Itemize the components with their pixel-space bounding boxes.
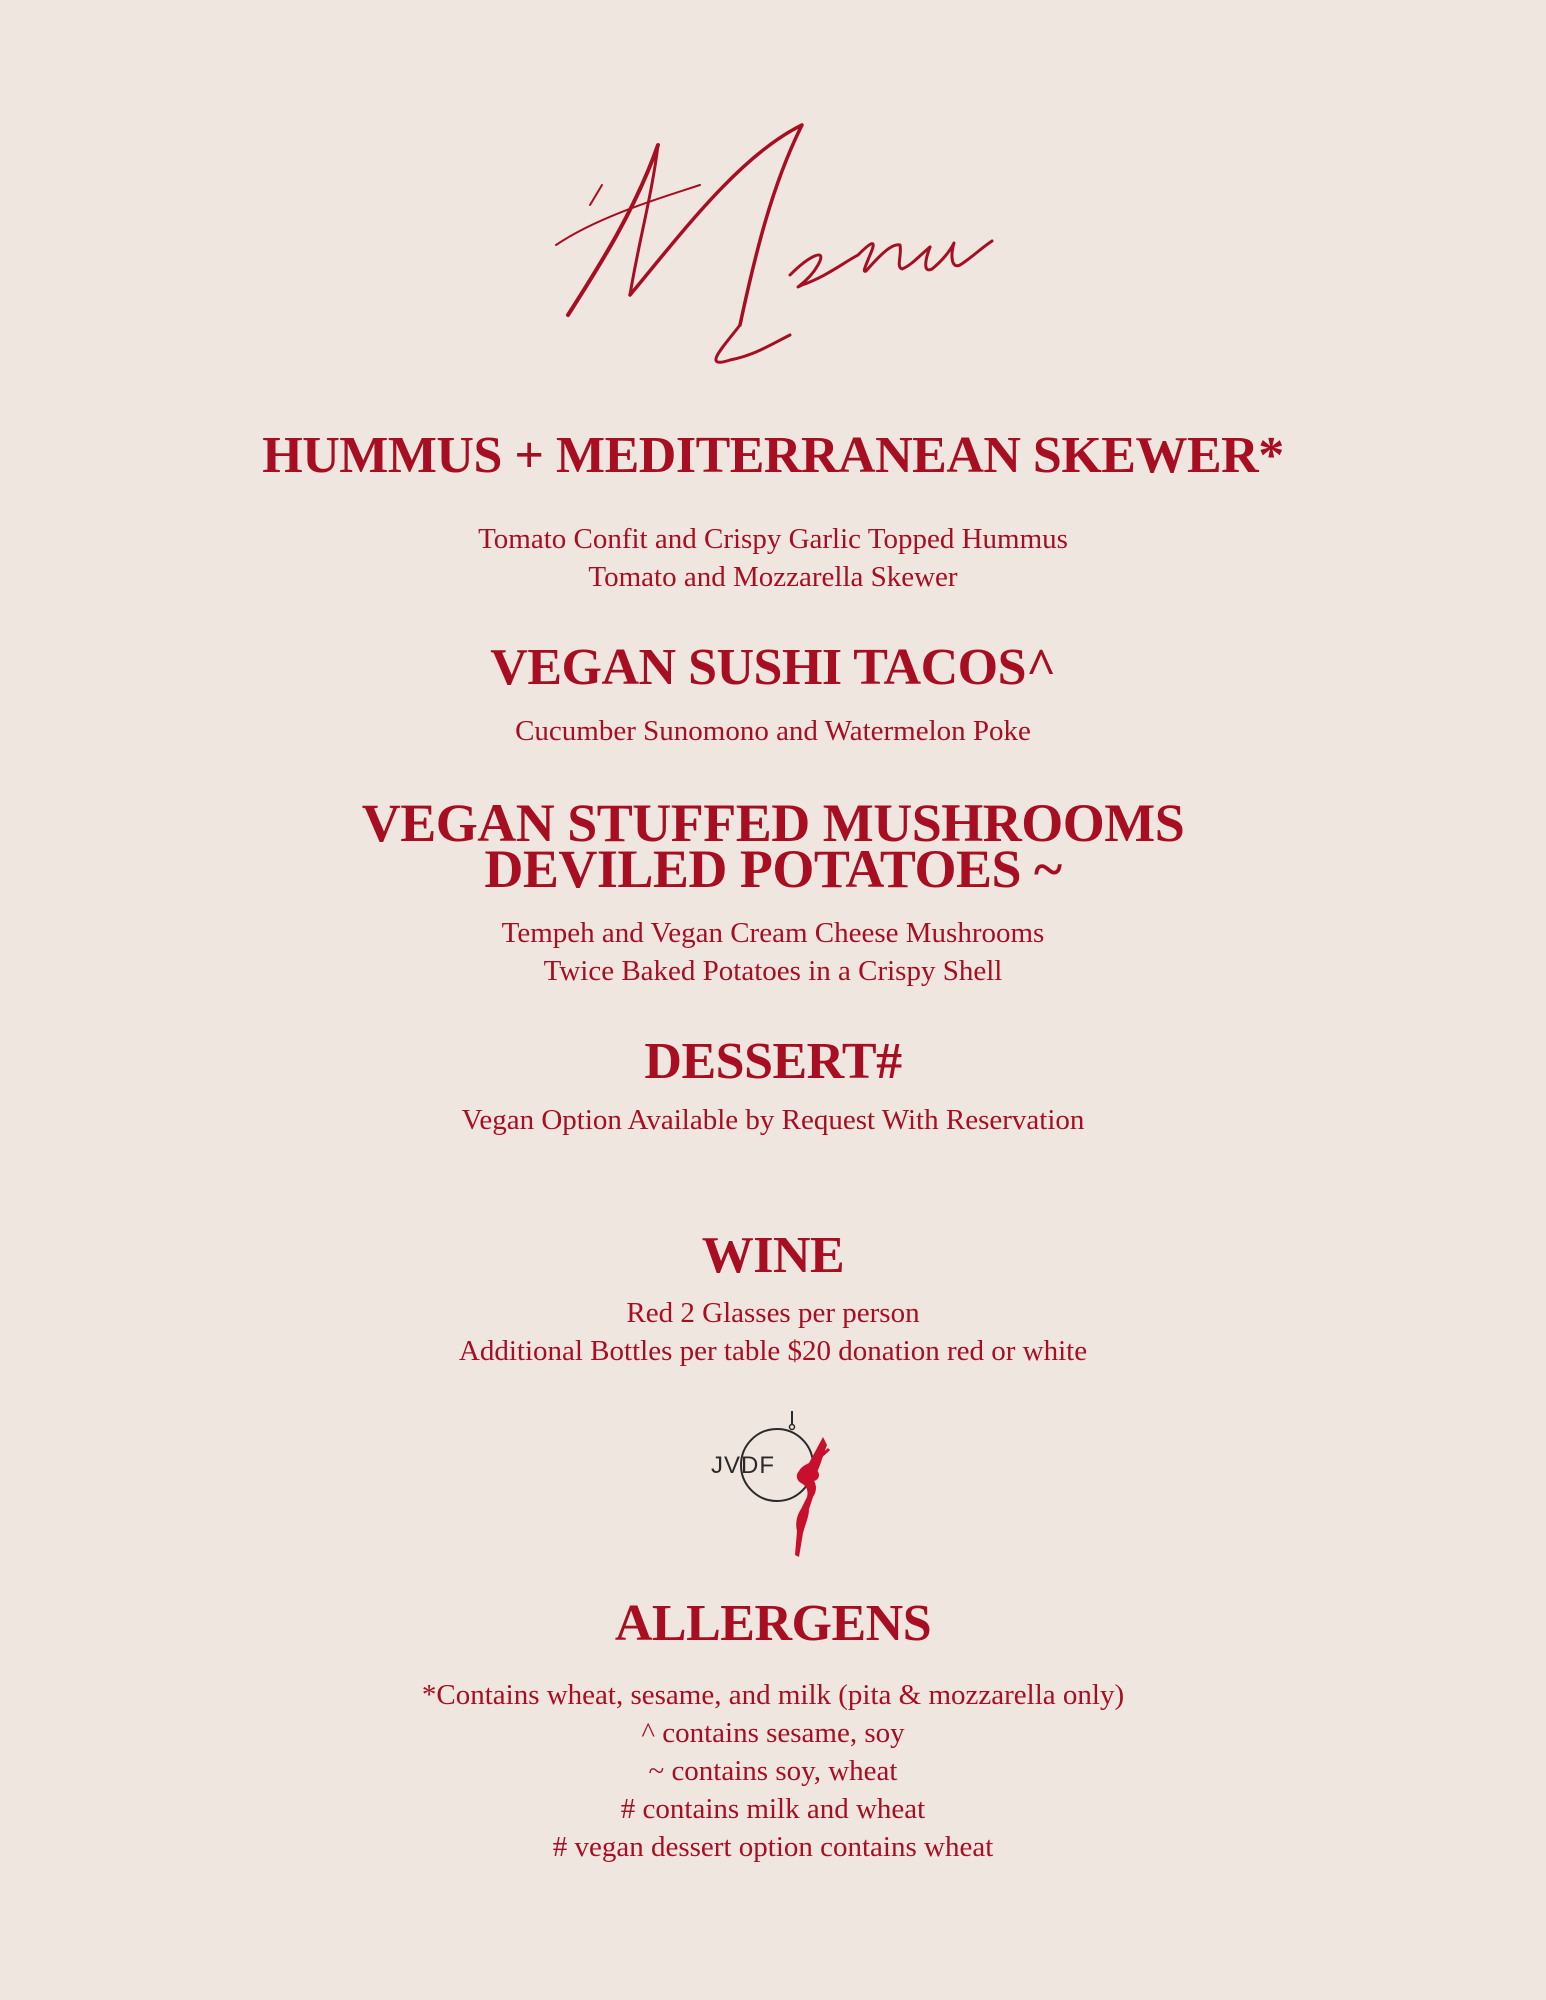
section-dessert-desc xyxy=(0,1101,1546,1139)
section-allergens xyxy=(0,1596,1546,1652)
section-sushi-tacos-desc xyxy=(0,712,1546,750)
allergen-line: ^ contains sesame, soy xyxy=(641,1717,905,1749)
aerialist-hoop-logo-icon xyxy=(705,1405,845,1565)
section-wine-desc xyxy=(0,1294,1546,1370)
section-heading: VEGAN SUSHI TACOS^ xyxy=(490,639,1056,696)
description-line: Tomato Confit and Crispy Garlic Topped Hummus xyxy=(478,523,1068,555)
allergen-line: # vegan dessert option contains wheat xyxy=(552,1831,994,1863)
description-line: Vegan Option Available by Request With Reservation xyxy=(461,1104,1085,1136)
description-line: Cucumber Sunomono and Watermelon Poke xyxy=(515,715,1031,747)
section-heading: WINE xyxy=(701,1227,845,1284)
description-line: Tempeh and Vegan Cream Cheese Mushrooms xyxy=(501,917,1045,949)
menu-title xyxy=(540,115,1010,375)
description-line: Red 2 Glasses per person xyxy=(626,1297,920,1329)
allergen-line: *Contains wheat, sesame, and milk (pita & mozzarella only) xyxy=(421,1679,1125,1711)
section-heading: HUMMUS + MEDITERRANEAN SKEWER* xyxy=(262,427,1284,484)
section-hummus xyxy=(0,428,1546,484)
logo-text: JVDF xyxy=(711,1452,775,1479)
section-heading: VEGAN STUFFED MUSHROOMS xyxy=(361,793,1185,853)
menu-script-logo-icon xyxy=(540,115,1010,375)
section-mushrooms xyxy=(0,793,1546,899)
jvdf-logo xyxy=(705,1405,845,1565)
section-dessert xyxy=(0,1034,1546,1090)
description-line: Tomato and Mozzarella Skewer xyxy=(588,561,958,593)
allergen-line: ~ contains soy, wheat xyxy=(648,1755,898,1787)
section-mushrooms-desc xyxy=(0,914,1546,990)
section-heading: DEVILED POTATOES ~ xyxy=(484,839,1062,899)
section-wine xyxy=(0,1228,1546,1284)
description-line: Additional Bottles per table $20 donation red or white xyxy=(458,1335,1088,1367)
section-hummus-desc xyxy=(0,520,1546,596)
allergen-line: # contains milk and wheat xyxy=(620,1793,926,1825)
section-sushi-tacos xyxy=(0,640,1546,696)
section-heading: DESSERT# xyxy=(644,1033,902,1090)
allergens-list xyxy=(0,1676,1546,1866)
section-heading: ALLERGENS xyxy=(614,1595,932,1652)
description-line: Twice Baked Potatoes in a Crispy Shell xyxy=(543,955,1003,987)
